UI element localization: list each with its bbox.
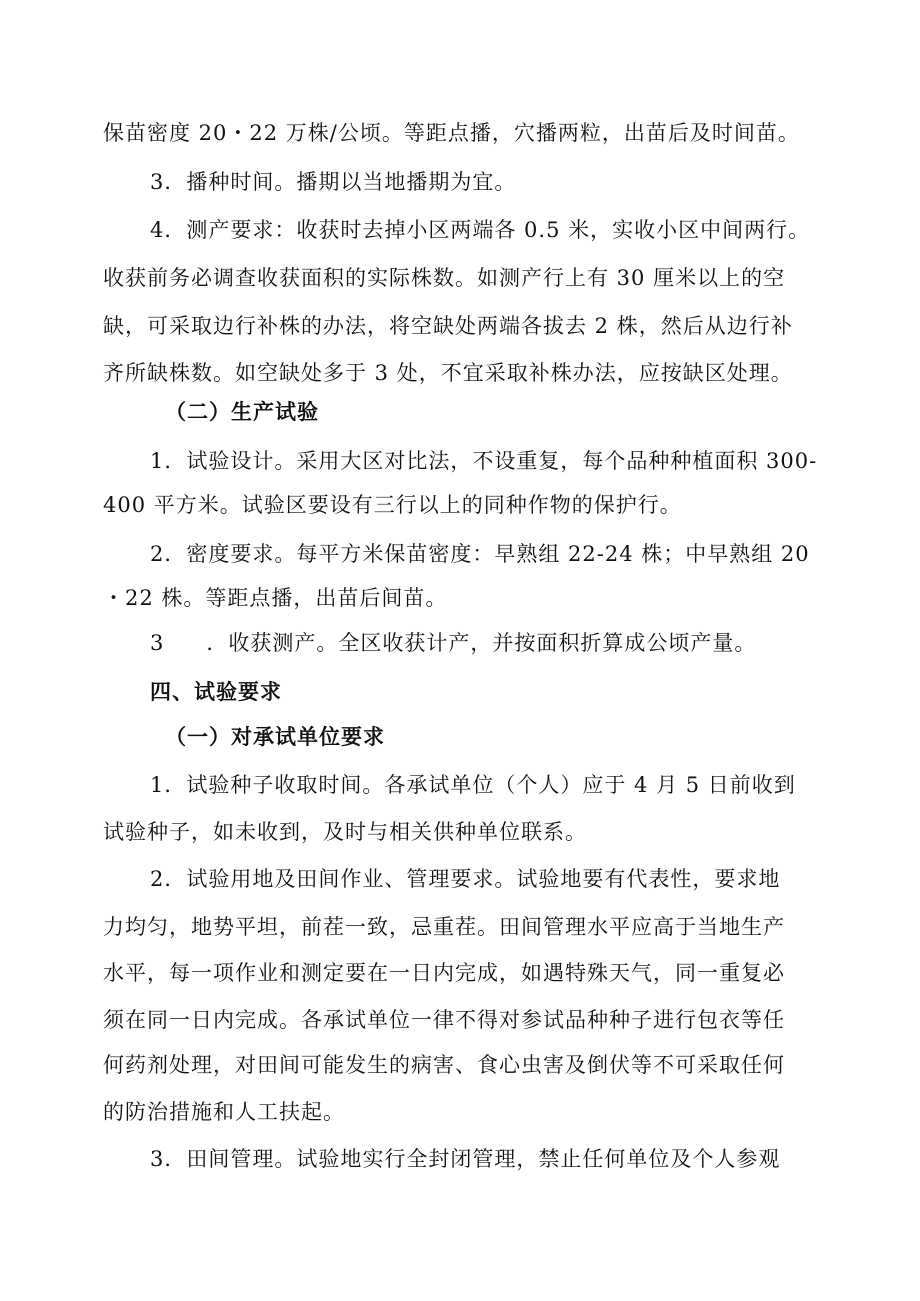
paragraph-line: 400 平方米。试验区要设有三行以上的同种作物的保护行。 [103, 493, 682, 517]
list-number: 3 [150, 631, 165, 655]
paragraph-line: 4．测产要求：收获时去掉小区两端各 0.5 米，实收小区中间两行。 [150, 218, 811, 242]
section-subheading: （二）生产试验 [165, 400, 319, 424]
paragraph-line: 保苗密度 20・22 万株/公顷。等距点播，穴播两粒，出苗后及时间苗。 [103, 121, 800, 145]
paragraph-line: 1．试验设计。采用大区对比法，不设重复，每个品种种植面积 300- [150, 449, 818, 473]
paragraph-line: 2．试验用地及田间作业、管理要求。试验地要有代表性，要求地 [150, 867, 781, 891]
paragraph-line: 水平，每一项作业和测定要在一日内完成，如遇特殊天气，同一重复必 [103, 961, 785, 985]
list-text: ．收获测产。全区收获计产，并按面积折算成公顷产量。 [206, 631, 757, 655]
paragraph-line: 1．试验种子收取时间。各承试单位（个人）应于 4 月 5 日前收到 [150, 773, 796, 797]
paragraph-line: 力均匀，地势平坦，前茬一致，忌重茬。田间管理水平应高于当地生产 [103, 915, 785, 939]
paragraph-line: 3．田间管理。试验地实行全封闭管理，禁止任何单位及个人参观 [150, 1147, 781, 1171]
section-subheading: （一）对承试单位要求 [165, 725, 385, 749]
paragraph-line: ・22 株。等距点播，出苗后间苗。 [103, 586, 448, 610]
paragraph-line: 的防治措施和人工扶起。 [103, 1100, 345, 1124]
paragraph-line: 2．密度要求。每平方米保苗密度：早熟组 22-24 株；中早熟组 20 [150, 542, 810, 566]
section-heading: 四、试验要求 [150, 680, 282, 704]
paragraph-line: 试验种子，如未收到，及时与相关供种单位联系。 [103, 820, 587, 844]
paragraph-line: 须在同一日内完成。各承试单位一律不得对参试品种种子进行包衣等任 [103, 1008, 785, 1032]
paragraph-line: 收获前务必调查收获面积的实际株数。如测产行上有 30 厘米以上的空 [103, 266, 786, 290]
paragraph-line: 3．播种时间。播期以当地播期为宜。 [150, 170, 517, 194]
paragraph-line: 何药剂处理，对田间可能发生的病害、食心虫害及倒伏等不可采取任何 [103, 1053, 785, 1077]
paragraph-line [150, 628, 870, 658]
paragraph-line: 齐所缺株数。如空缺处多于 3 处，不宜采取补株办法，应按缺区处理。 [103, 361, 793, 385]
paragraph-line: 缺，可采取边行补株的办法，将空缺处两端各拔去 2 株，然后从边行补 [103, 314, 793, 338]
